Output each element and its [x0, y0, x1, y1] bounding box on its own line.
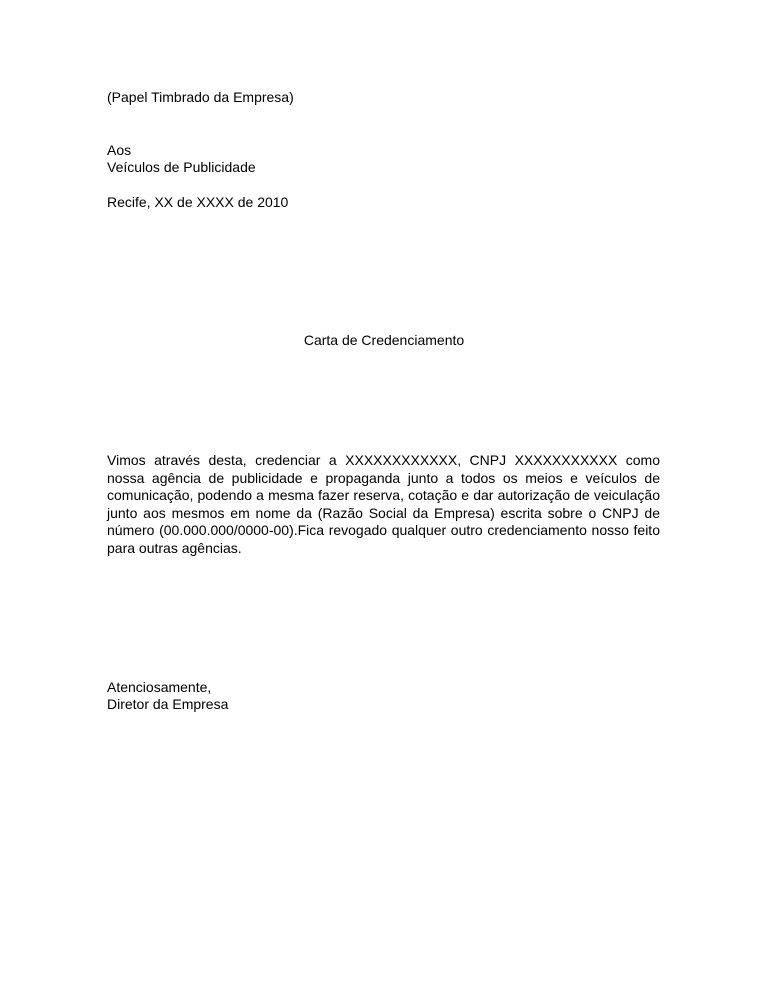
letter-body: Vimos através desta, credenciar a XXXXXXXXXXXX, CNPJ XXXXXXXXXXX como nossa agência de publicidade e propaganda junto a todos os meios e veículos de comunicação, podendo a mesma fazer reserva, cotação e dar autorização de veiculação junto aos mesmos em nome da (Razão Social da Empresa) escrita sobre o CNPJ de número (00.000.000/0000-00).Fica revogado qualquer outro credenciamento nosso feito para outras agências. [107, 452, 660, 556]
signature-line: Diretor da Empresa [107, 696, 229, 712]
recipient-line-2: Veículos de Publicidade [107, 159, 256, 175]
date-line: Recife, XX de XXXX de 2010 [107, 194, 289, 210]
letterhead-placeholder: (Papel Timbrado da Empresa) [107, 89, 294, 105]
closing-salutation: Atenciosamente, [107, 679, 212, 695]
recipient-line-1: Aos [107, 142, 132, 158]
letter-title: Carta de Credenciamento [303, 332, 465, 348]
